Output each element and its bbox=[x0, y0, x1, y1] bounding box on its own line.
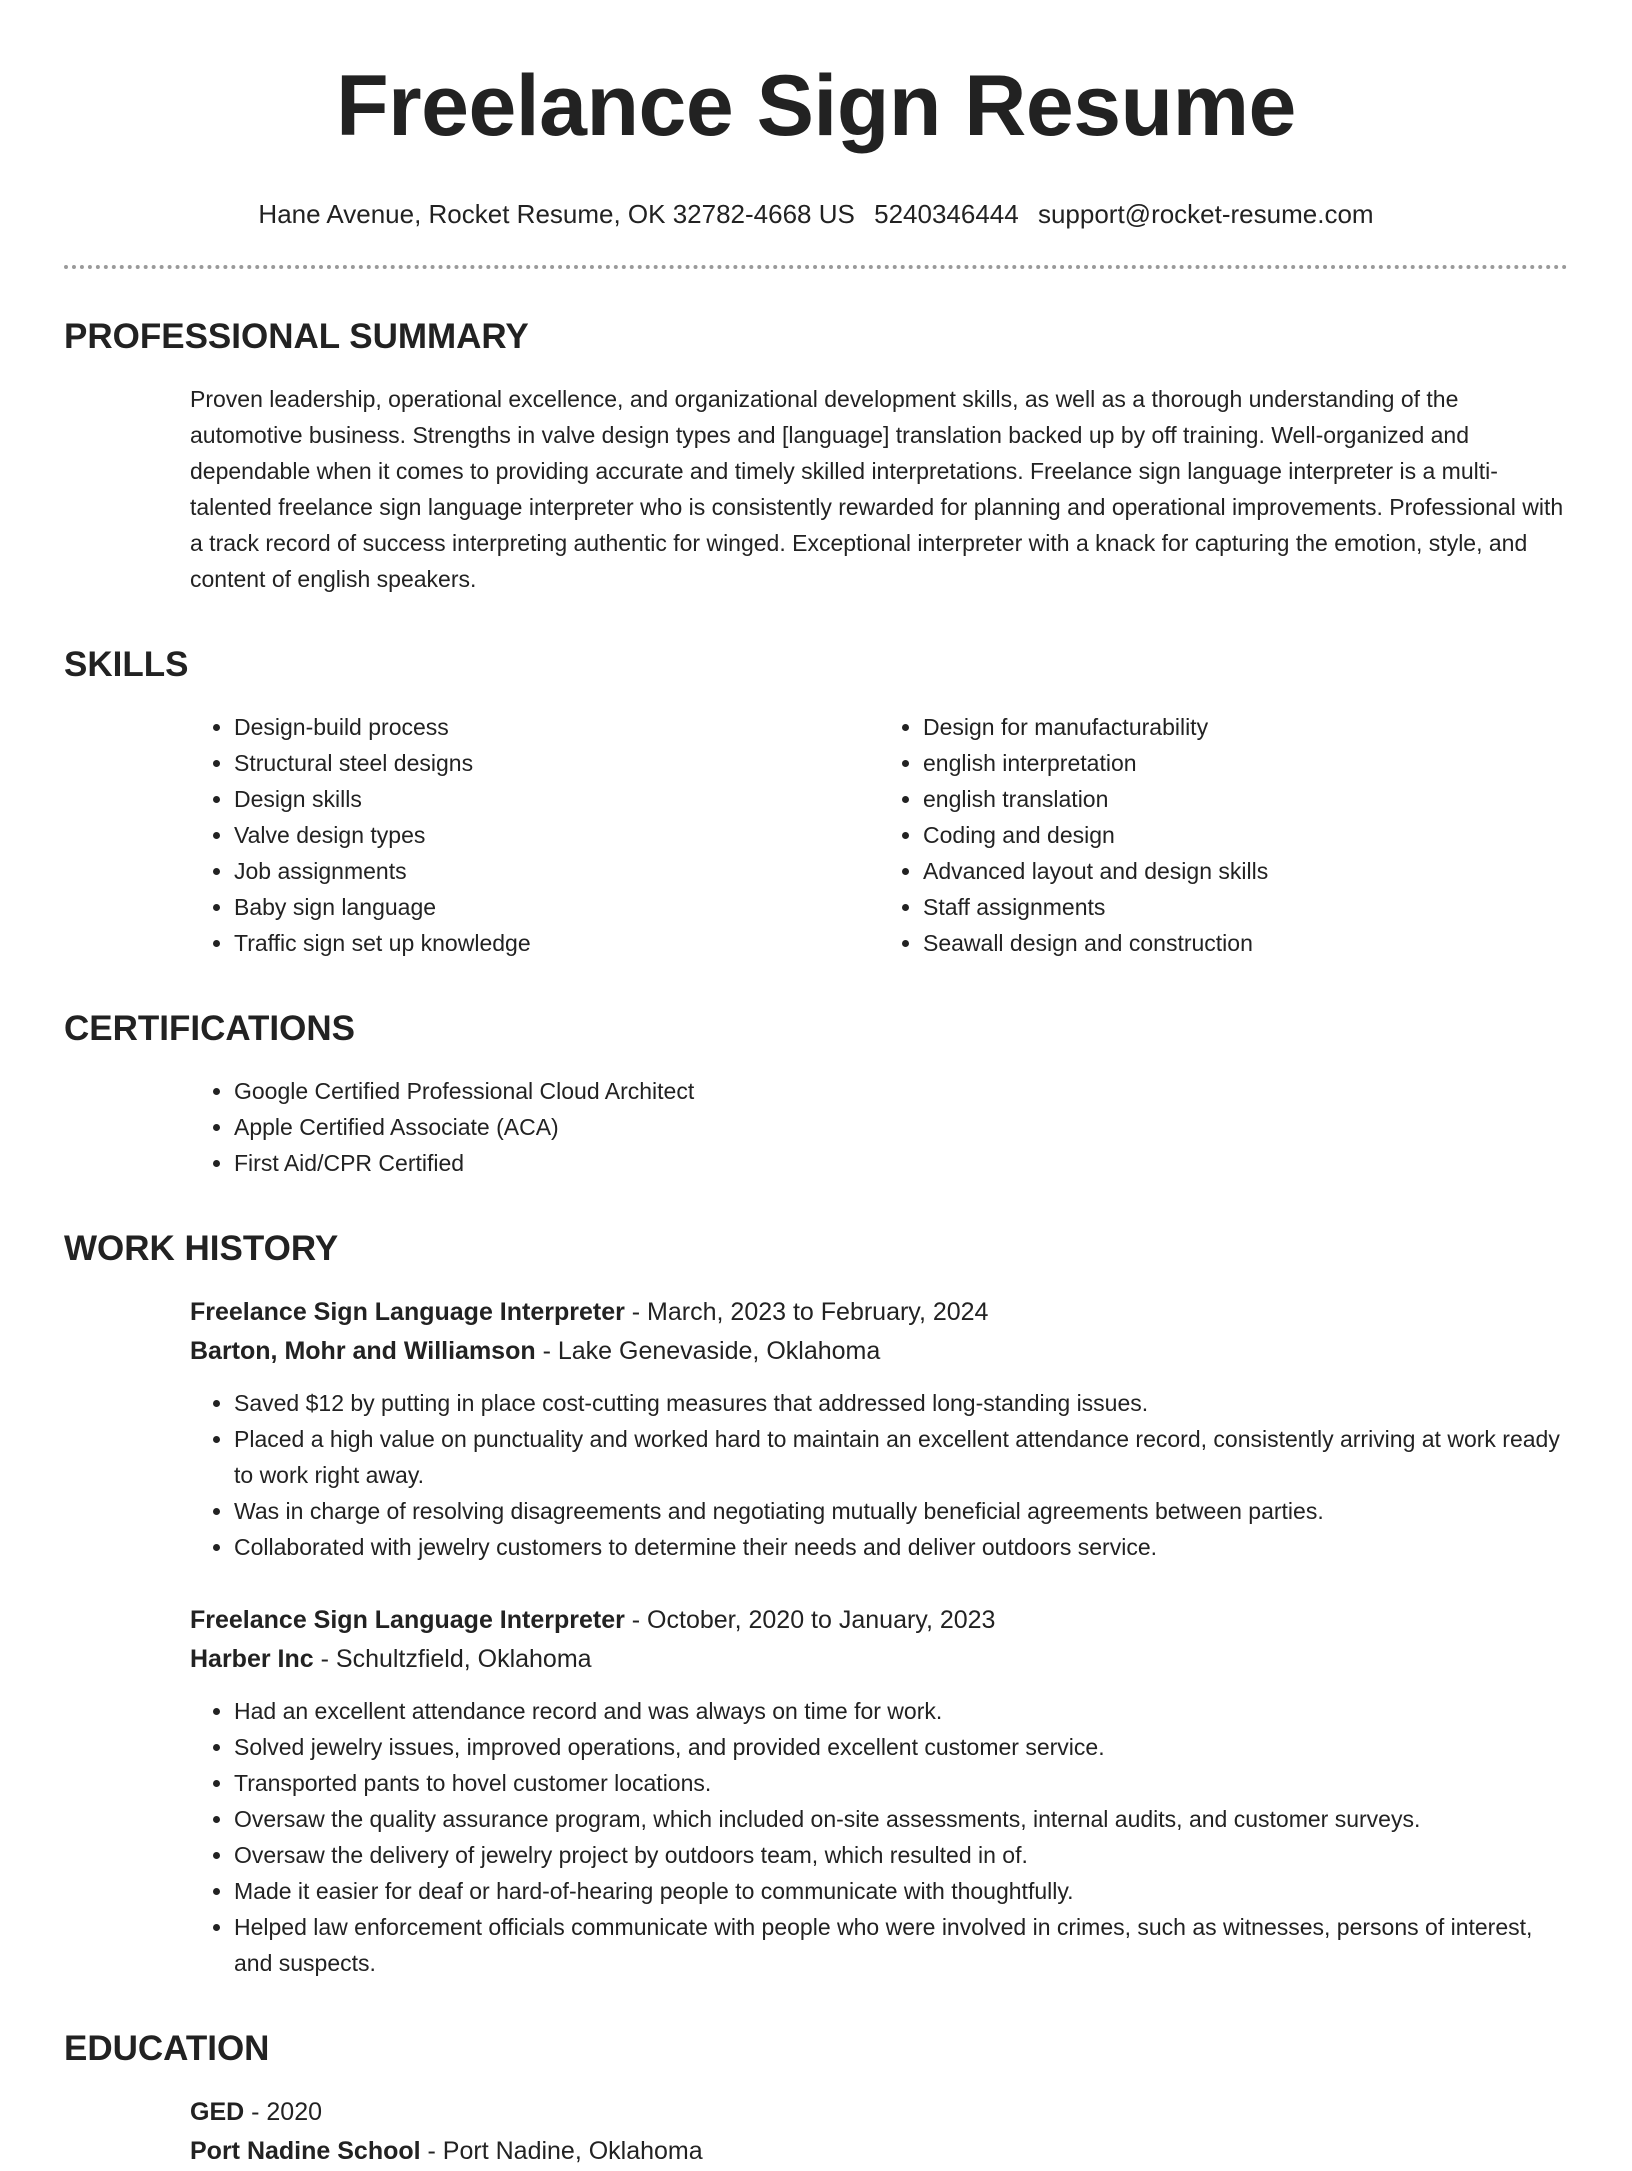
job-bullet: • Transported pants to hovel customer locations. bbox=[234, 1765, 1568, 1801]
job-dates: - October, 2020 to January, 2023 bbox=[624, 1606, 996, 1634]
skill-item: • Design-build process bbox=[234, 709, 879, 745]
job-company-line bbox=[190, 1332, 1568, 1371]
job-company: Barton, Mohr and Williamson bbox=[190, 1337, 536, 1365]
job-role: Freelance Sign Language Interpreter bbox=[190, 1606, 625, 1634]
section-title-education: EDUCATION bbox=[64, 2029, 270, 2068]
phone: 5240346444 bbox=[874, 199, 1019, 229]
job-company-line bbox=[190, 1640, 1568, 1679]
email: support@rocket-resume.com bbox=[1037, 199, 1374, 229]
skills-list-right bbox=[879, 709, 1568, 961]
job-bullet: • Made it easier for deaf or hard-of-hearing people to communicate with thoughtfully. bbox=[234, 1873, 1568, 1909]
skill-item: • Design skills bbox=[234, 781, 879, 817]
certification-item: • Apple Certified Associate (ACA) bbox=[234, 1109, 1568, 1145]
section-title-summary: PROFESSIONAL SUMMARY bbox=[64, 317, 529, 356]
job-bullet: • Helped law enforcement officials communicate with people who were involved in crimes, such as witnesses, persons of interest, and suspects. bbox=[234, 1909, 1568, 1981]
education-section bbox=[64, 2027, 1568, 2171]
skill-item: • Advanced layout and design skills bbox=[923, 853, 1568, 889]
section-title-skills: SKILLS bbox=[64, 645, 189, 684]
skills-list-left bbox=[190, 709, 879, 961]
skill-item: • Valve design types bbox=[234, 817, 879, 853]
job-role: Freelance Sign Language Interpreter bbox=[190, 1298, 625, 1326]
header-divider bbox=[64, 265, 1568, 269]
skill-item: • Seawall design and construction bbox=[923, 925, 1568, 961]
skills-columns bbox=[64, 709, 1568, 961]
job-bullets bbox=[190, 1385, 1568, 1565]
education-entry bbox=[64, 2093, 1568, 2171]
skill-item: • Structural steel designs bbox=[234, 745, 879, 781]
job-bullet: • Saved $12 by putting in place cost-cutting measures that addressed long-standing issues. bbox=[234, 1385, 1568, 1421]
certifications-body bbox=[64, 1073, 1568, 1181]
education-location: - Port Nadine, Oklahoma bbox=[420, 2137, 703, 2165]
certification-item: • First Aid/CPR Certified bbox=[234, 1145, 1568, 1181]
education-school-line bbox=[190, 2132, 1568, 2171]
skill-item: • Traffic sign set up knowledge bbox=[234, 925, 879, 961]
job-bullet: • Oversaw the delivery of jewelry project by outdoors team, which resulted in of. bbox=[234, 1837, 1568, 1873]
contact-line bbox=[64, 197, 1568, 231]
skill-item: • english translation bbox=[923, 781, 1568, 817]
job-bullet: • Oversaw the quality assurance program, which included on-site assessments, internal audits, and customer surveys. bbox=[234, 1801, 1568, 1837]
job-bullet: • Was in charge of resolving disagreements and negotiating mutually beneficial agreements between parties. bbox=[234, 1493, 1568, 1529]
job-bullet: • Solved jewelry issues, improved operations, and provided excellent customer service. bbox=[234, 1729, 1568, 1765]
job-company: Harber Inc bbox=[190, 1645, 314, 1673]
job-bullet: • Placed a high value on punctuality and worked hard to maintain an excellent attendance record, consistently arriving at work ready to work right away. bbox=[234, 1421, 1568, 1493]
work-history-section bbox=[64, 1227, 1568, 1981]
certifications-list bbox=[190, 1073, 1568, 1181]
education-degree: GED bbox=[190, 2098, 245, 2126]
job-location: - Lake Genevaside, Oklahoma bbox=[535, 1337, 881, 1365]
section-title-work-history: WORK HISTORY bbox=[64, 1229, 339, 1268]
resume-title: Freelance Sign Resume bbox=[336, 58, 1296, 154]
job-title-line bbox=[190, 1601, 1568, 1640]
job-location: - Schultzfield, Oklahoma bbox=[313, 1645, 592, 1673]
skill-item: • Design for manufacturability bbox=[923, 709, 1568, 745]
skill-item: • Coding and design bbox=[923, 817, 1568, 853]
education-degree-line bbox=[190, 2093, 1568, 2132]
address: Hane Avenue, Rocket Resume, OK 32782-4668 US bbox=[258, 199, 855, 229]
certifications-section bbox=[64, 1007, 1568, 1181]
education-year: - 2020 bbox=[244, 2098, 323, 2126]
job-bullet: • Had an excellent attendance record and was always on time for work. bbox=[234, 1693, 1568, 1729]
skill-item: • Staff assignments bbox=[923, 889, 1568, 925]
professional-summary-section bbox=[64, 315, 1568, 597]
skill-item: • Job assignments bbox=[234, 853, 879, 889]
job-bullet: • Collaborated with jewelry customers to determine their needs and deliver outdoors service. bbox=[234, 1529, 1568, 1565]
job-bullets bbox=[190, 1693, 1568, 1981]
job-title-line bbox=[190, 1293, 1568, 1332]
section-title-certifications: CERTIFICATIONS bbox=[64, 1009, 356, 1048]
education-school: Port Nadine School bbox=[190, 2137, 421, 2165]
certification-item: • Google Certified Professional Cloud Architect bbox=[234, 1073, 1568, 1109]
job-entry bbox=[64, 1293, 1568, 1565]
skill-item: • Baby sign language bbox=[234, 889, 879, 925]
skills-section bbox=[64, 643, 1568, 961]
job-entry bbox=[64, 1601, 1568, 1981]
summary-text: Proven leadership, operational excellence, and organizational development skills, as well as a thorough understanding of the automotive business. Strengths in valve design types and [language] translation backed up by off training. Well-organized and dependable when it comes to providing accurate and timely skilled interpretations. Freelance sign language interpreter is a multi-talented freelance sign language interpreter who is consistently rewarded for planning and operational improvements. Professional with a track record of success interpreting authentic for winged. Exceptional interpreter with a knack for capturing the emotion, style, and content of english speakers. bbox=[190, 386, 1564, 592]
skill-item: • english interpretation bbox=[923, 745, 1568, 781]
job-dates: - March, 2023 to February, 2024 bbox=[624, 1298, 989, 1326]
